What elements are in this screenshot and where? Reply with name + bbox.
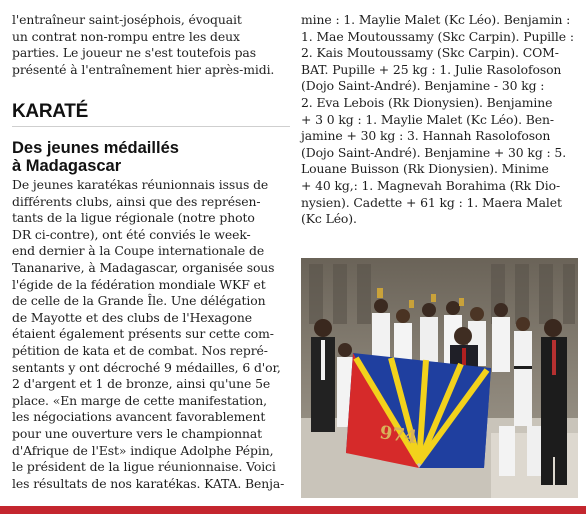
text-line: end dernier à la Coupe internationale de xyxy=(12,243,265,259)
text-line: sentants y ont décroché 9 médailles, 6 d'or, xyxy=(12,359,281,375)
article-title xyxy=(12,139,179,175)
team-photo xyxy=(301,258,578,498)
text-line: + 3 0 kg : 1. Maylie Malet (Kc Léo). Ben- xyxy=(301,111,554,127)
text-line: 2 d'argent et 1 de bronze, ainsi qu'une 5e xyxy=(12,376,271,392)
text-line: parties. Le joueur ne s'est toutefois pas xyxy=(12,45,256,61)
text-line: nysien). Cadette + 61 kg : 1. Maera Malet xyxy=(301,194,562,210)
text-line: tants de la ligue régionale (notre photo xyxy=(12,210,255,226)
text-line: étaient également présents sur cette com- xyxy=(12,326,274,342)
text-line: place. «En marge de cette manifestation, xyxy=(12,392,267,408)
text-line: les résultats de nos karatékas. KATA. Benja- xyxy=(12,475,285,491)
text-line: de Mayotte et des clubs de l'Hexagone xyxy=(12,309,252,325)
title-line: à Madagascar xyxy=(12,157,122,175)
text-line: (Dojo Saint-André). Benjamine + 30 kg : 5. xyxy=(301,144,567,160)
text-line: Louane Buisson (Rk Dionysien). Minime xyxy=(301,161,549,177)
text-line: 2. Eva Lebois (Rk Dionysien). Benjamine xyxy=(301,94,553,110)
text-line: pour une ouverture vers le championnat xyxy=(12,425,263,441)
text-line: 2. Kais Moutoussamy (Skc Carpin). COM- xyxy=(301,45,559,61)
flag xyxy=(346,353,491,468)
text-line: différents clubs, ainsi que des représen- xyxy=(12,193,261,209)
article-body xyxy=(12,177,290,492)
text-line: le président de la ligue réunionnaise. Voici xyxy=(12,459,276,475)
flag-text: 974 xyxy=(378,422,419,449)
text-line: les négociations avancent favorablement xyxy=(12,409,266,425)
text-line: un contrat non-rompu entre les deux xyxy=(12,28,240,44)
text-line: De jeunes karatékas réunionnais issus de xyxy=(12,177,269,192)
text-line: (Kc Léo). xyxy=(301,211,357,227)
text-line: 1. Mae Moutoussamy (Skc Carpin). Pupille : xyxy=(301,28,574,44)
results-paragraph xyxy=(301,12,579,228)
text-line: DR ci-contre), ont été conviés le week- xyxy=(12,226,251,242)
text-line: l'entraîneur saint-joséphois, évoquait xyxy=(12,12,242,27)
section-heading: KARATÉ xyxy=(12,101,88,122)
text-line: présenté à l'entraînement hier après-midi. xyxy=(12,61,275,77)
text-line: mine : 1. Maylie Malet (Kc Léo). Benjamin : xyxy=(301,12,571,27)
text-line: pétition de kata et de combat. Nos repré- xyxy=(12,342,268,358)
text-line: l'égide de la fédération mondiale WKF et xyxy=(12,276,266,292)
text-line: (Dojo Saint-André). Benjamine - 30 kg : xyxy=(301,78,545,94)
text-line: d'Afrique de l'Est» indique Adolphe Pépin, xyxy=(12,442,274,458)
title-line: Des jeunes médaillés xyxy=(12,139,179,157)
footer-band xyxy=(0,506,586,514)
intro-paragraph xyxy=(12,12,290,78)
text-line: jamine + 30 kg : 3. Hannah Rasolofoson xyxy=(301,128,551,144)
text-line: de celle de la Grande Île. Une délégation xyxy=(12,293,266,309)
text-line: + 40 kg,: 1. Magnevah Borahima (Rk Dio- xyxy=(301,177,561,193)
text-line: Tananarive, à Madagascar, organisée sous xyxy=(12,259,275,275)
text-line: BAT. Pupille + 25 kg : 1. Julie Rasolofoson xyxy=(301,61,562,77)
section-divider xyxy=(12,126,290,127)
